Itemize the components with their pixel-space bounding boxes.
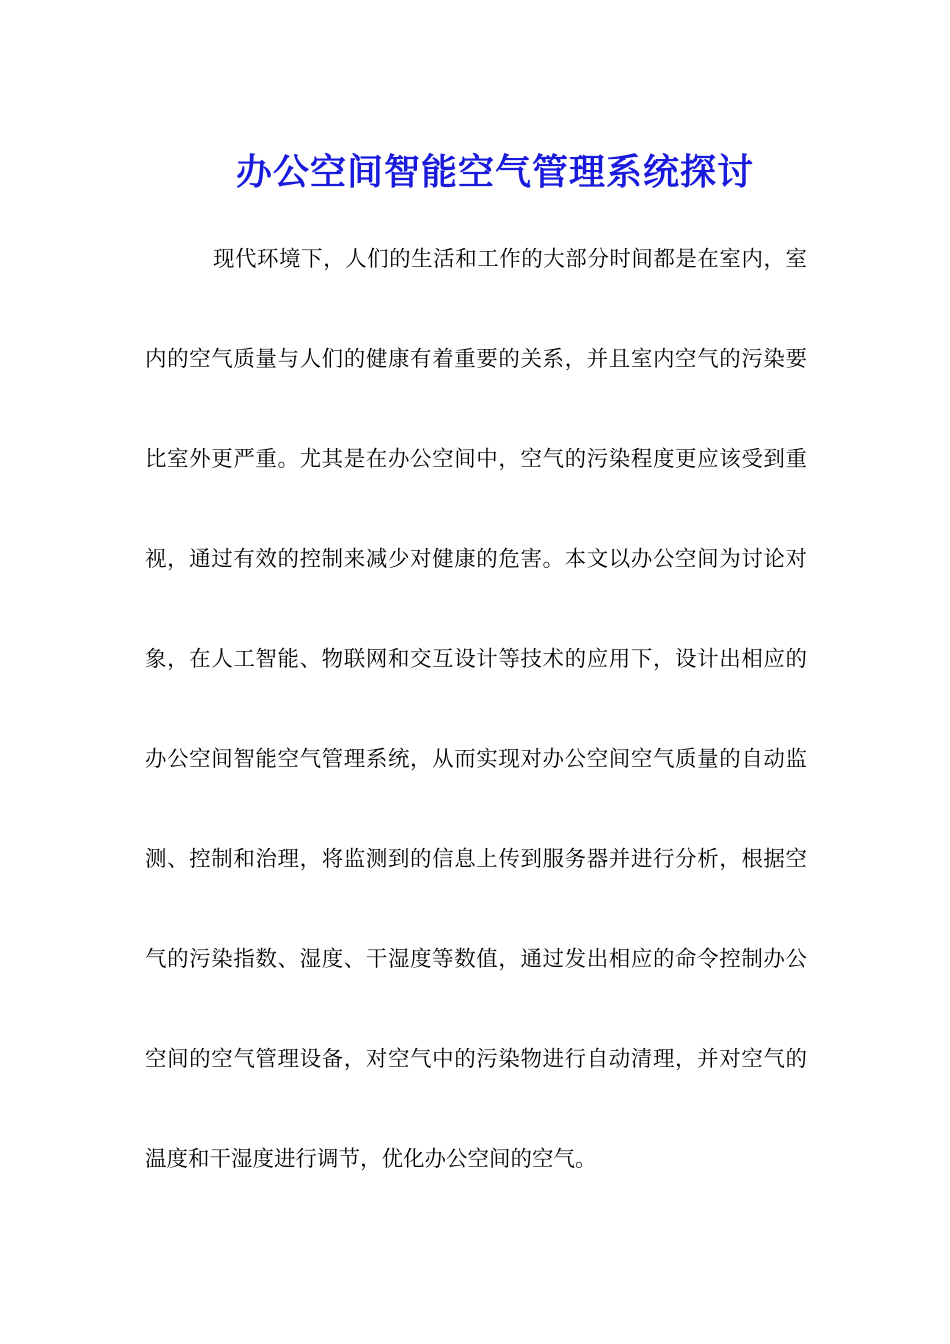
document-title: 办公空间智能空气管理系统探讨	[235, 151, 754, 194]
body-paragraph: 现代环境下，人们的生活和工作的大部分时间都是在室内，室内的空气质量与人们的健康有着重要的关系，并且室内空气的污染要比室外更严重。尤其是在办公空间中，空气的污染程度更应该受到重视，通过有效的控制来减少对健康的危害。本文以办公空间为讨论对象，在人工智能、物联网和交互设计等技术的应用下，设计出相应的办公空间智能空气管理系统，从而实现对办公空间空气质量的自动监测、控制和治理，将监测到的信息上传到服务器并进行分析，根据空气的污染指数、湿度、干湿度等数值，通过发出相应的命令控制办公空间的空气管理设备，对空气中的污染物进行自动清理，并对空气的温度和干湿度进行调节，优化办公空间的空气。	[145, 247, 807, 1172]
